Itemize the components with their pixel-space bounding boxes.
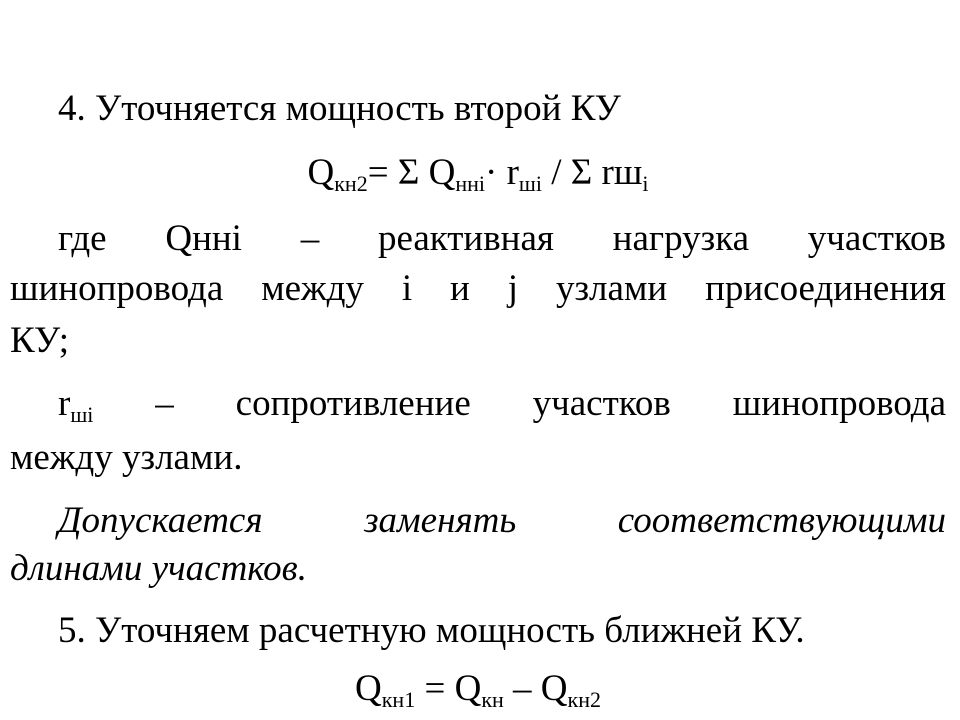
formula-i-sub: i <box>642 171 649 196</box>
where-line-3-text: КУ; <box>10 320 70 361</box>
formula-minus: – <box>513 668 532 709</box>
formula-eq: = Σ Q <box>367 152 456 193</box>
where-line-1 <box>58 218 946 260</box>
formula-q3: Q <box>540 668 568 709</box>
word: шинопровода <box>732 383 946 424</box>
r-line-2-text: между узлами. <box>10 437 243 478</box>
word: между <box>261 268 364 309</box>
word: – <box>155 383 174 424</box>
item5-formula <box>10 668 946 710</box>
word: i <box>401 268 413 309</box>
word: соответствующими <box>617 500 946 541</box>
note-line-2-text: длинами участков. <box>10 548 307 589</box>
item4-heading <box>10 88 960 130</box>
word: Допускается <box>58 500 263 541</box>
formula-q2-sub: ннi <box>455 171 485 196</box>
note-line-2 <box>10 548 946 590</box>
word: сопротивление <box>235 383 471 424</box>
item4-formula <box>10 152 946 194</box>
where-line-2 <box>10 268 946 310</box>
formula-dot-r: · r <box>485 152 519 193</box>
r-line-2 <box>10 437 946 479</box>
formula-q: Q <box>307 152 335 193</box>
word: шинопровода <box>10 268 224 309</box>
word: Qннi <box>165 218 242 259</box>
word: реактивная <box>377 218 554 259</box>
formula-div: / Σ rш <box>541 152 643 193</box>
word: узлами <box>555 268 668 309</box>
r-sub: шi <box>70 402 94 427</box>
word: нагрузка <box>612 218 750 259</box>
word: заменять <box>364 500 517 541</box>
where-line-3 <box>10 320 946 362</box>
word: участков <box>532 383 671 424</box>
word: j <box>507 268 519 309</box>
formula-q3-sub: кн2 <box>567 687 601 712</box>
word: и <box>450 268 470 309</box>
formula-q1-sub: кн1 <box>381 687 416 712</box>
r-line-1 <box>58 383 946 425</box>
item5-heading <box>10 610 960 652</box>
note-line-1 <box>58 500 946 542</box>
formula-q1: Q <box>355 668 382 709</box>
word: участков <box>807 218 946 259</box>
r-symbol: $r_{шi}$ <box>58 383 94 427</box>
formula-q-sub: кн2 <box>334 171 368 196</box>
item5-heading-text: 5. Уточняем расчетную мощность ближней КУ. <box>58 610 805 651</box>
formula-eq: = <box>424 668 446 709</box>
formula-r-sub: шi <box>518 171 542 196</box>
item4-heading-text: 4. Уточняется мощность второй КУ <box>58 88 621 129</box>
word: присоединения <box>705 268 946 309</box>
formula-q2-sub: кн <box>481 687 504 712</box>
word: где <box>58 218 107 259</box>
word: – <box>300 218 320 259</box>
formula-q2: Q <box>454 668 482 709</box>
